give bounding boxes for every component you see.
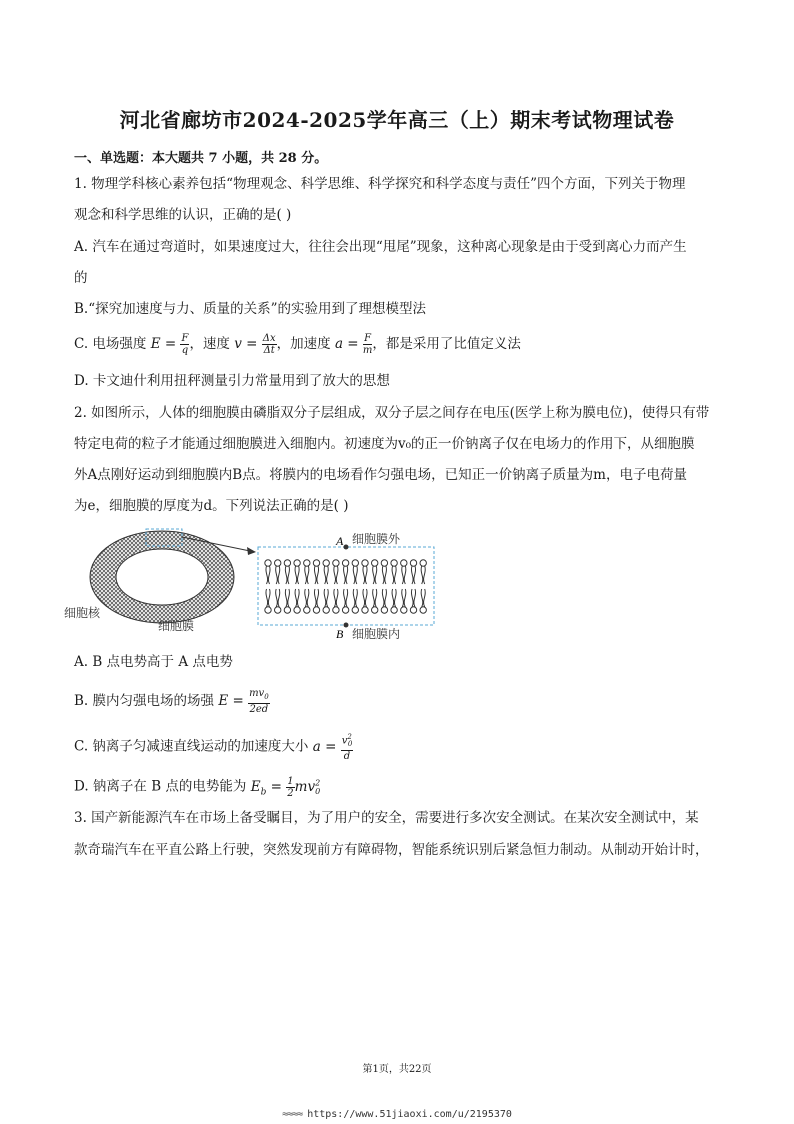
q1-formula-velocity: v = $\frac{\Delta x}{\Delta t}$ <box>234 333 276 356</box>
q2-option-c <box>74 732 353 762</box>
lipid-head <box>304 607 310 613</box>
lipid-tail <box>305 589 309 607</box>
q1-option-d: D. 卡文迪什利用扭秤测量引力常量用到了放大的思想 <box>74 373 390 389</box>
lipid-head <box>265 560 271 566</box>
lipid-tail <box>411 589 415 607</box>
q2-stem-line-4: 为e，细胞膜的厚度为d。下列说法正确的是( ) <box>74 498 349 514</box>
lipid-tail <box>353 566 357 584</box>
q1-option-c <box>74 333 521 356</box>
lipid-tail <box>363 566 367 584</box>
q1-option-c-mid-1: ，速度 <box>189 336 230 352</box>
lipid-head <box>304 560 310 566</box>
q2-option-d-prefix: D. 钠离子在 B 点的电势能为 <box>74 778 247 795</box>
lipid-head <box>342 560 348 566</box>
label-membrane: 细胞膜 <box>158 619 195 633</box>
q1-stem-line-2: 观念和科学思维的认识，正确的是( ) <box>74 207 292 223</box>
lipid-tail <box>392 589 396 607</box>
q2-option-b-prefix: B. 膜内匀强电场的场强 <box>74 693 215 709</box>
lipid-tail <box>314 566 318 584</box>
lipid-head <box>401 607 407 613</box>
label-b: B <box>336 627 344 641</box>
lipid-head <box>410 607 416 613</box>
lipid-head <box>401 560 407 566</box>
q3-stem-line-2: 款奇瑞汽车在平直公路上行驶，突然发现前方有障碍物，智能系统识别后紧急恒力制动。从制动开始计时， <box>74 842 709 858</box>
point-b-dot <box>344 623 349 628</box>
lipid-head <box>284 607 290 613</box>
lipid-head <box>294 560 300 566</box>
lipid-tail <box>373 589 377 607</box>
lipid-head <box>342 607 348 613</box>
q1-option-c-prefix: C. 电场强度 <box>74 336 147 352</box>
lipid-head <box>313 560 319 566</box>
q2-stem-line-2: 特定电荷的粒子才能通过细胞膜进入细胞内。初速度为v₀的正一价钠离子仅在电场力的作用下，从细胞膜 <box>74 436 695 452</box>
lipid-tail <box>266 589 270 607</box>
label-outside: 细胞膜外 <box>352 532 401 546</box>
lipid-tail <box>285 566 289 584</box>
lipid-tail <box>266 566 270 584</box>
lipid-head <box>323 607 329 613</box>
q2-option-c-prefix: C. 钠离子匀减速直线运动的加速度大小 <box>74 738 309 755</box>
label-a: A <box>336 534 344 548</box>
lipid-tail <box>334 566 338 584</box>
lipid-tail <box>411 566 415 584</box>
lipid-head <box>362 607 368 613</box>
q2-option-a: A. B 点电势高于 A 点电势 <box>74 654 233 670</box>
lipid-head <box>352 560 358 566</box>
lipid-head <box>275 607 281 613</box>
lipid-tail <box>285 589 289 607</box>
zoom-arrow-head <box>247 547 256 555</box>
lipid-head <box>410 560 416 566</box>
lipid-tail <box>324 566 328 584</box>
lipid-tail <box>402 566 406 584</box>
label-inside: 细胞膜内 <box>352 627 401 641</box>
lipid-tail <box>373 566 377 584</box>
lipid-tail <box>392 566 396 584</box>
q3-stem-line-1: 3. 国产新能源汽车在市场上备受瞩目，为了用户的安全，需要进行多次安全测试。在某次安全测试中，某 <box>74 810 699 826</box>
lipid-head <box>372 560 378 566</box>
lipid-tail <box>382 566 386 584</box>
lipid-tail <box>353 589 357 607</box>
lipid-head <box>313 607 319 613</box>
phospholipid-bilayer <box>265 560 427 613</box>
lipid-head <box>420 560 426 566</box>
lipid-head <box>391 607 397 613</box>
q1-option-a-line-2: 的 <box>74 270 88 286</box>
q1-option-a-line-1: A. 汽车在通过弯道时，如果速度过大，往往会出现“甩尾”现象，这种离心现象是由于受到离心力而产生 <box>74 239 687 255</box>
lipid-tail <box>363 589 367 607</box>
lipid-head <box>352 607 358 613</box>
q1-formula-acceleration: a = $\frac{F}{m}$ <box>334 333 373 356</box>
lipid-tail <box>343 589 347 607</box>
q1-option-c-suffix: ，都是采用了比值定义法 <box>372 336 521 352</box>
q1-formula-field-strength: E = $\frac{F}{q}$ <box>150 333 189 356</box>
lipid-head <box>275 560 281 566</box>
lipid-tail <box>314 589 318 607</box>
lipid-tail <box>324 589 328 607</box>
lipid-head <box>265 607 271 613</box>
section-heading: 一、单选题：本大题共 7 小题，共 28 分。 <box>74 151 328 166</box>
lipid-tail <box>295 589 299 607</box>
lipid-head <box>381 560 387 566</box>
lipid-tail <box>402 589 406 607</box>
lipid-tail <box>305 566 309 584</box>
point-a-dot <box>344 545 349 550</box>
lipid-head <box>362 560 368 566</box>
lipid-head <box>372 607 378 613</box>
q1-option-b: B.“探究加速度与力、质量的关系”的实验用到了理想模型法 <box>74 301 427 317</box>
lipid-tail <box>343 566 347 584</box>
lipid-head <box>333 560 339 566</box>
watermark-url: ≈≈≈≈ https://www.51jiaoxi.com/u/2195370 <box>282 1109 512 1120</box>
lipid-tail <box>382 589 386 607</box>
lipid-head <box>284 560 290 566</box>
q2-stem-line-3: 外A点刚好运动到细胞膜内B点。将膜内的电场看作匀强电场，已知正一价钠离子质量为m，电子电荷量 <box>74 467 687 483</box>
lipid-head <box>391 560 397 566</box>
q1-stem-line-1: 1. 物理学科核心素养包括“物理观念、科学思维、科学探究和科学态度与责任”四个方面，下列关于物理 <box>74 176 686 192</box>
q2-formula-acceleration: a = $\frac{v^2_0}{d}$ <box>312 733 353 763</box>
lipid-tail <box>421 566 425 584</box>
lipid-head <box>420 607 426 613</box>
q2-option-b <box>74 688 270 715</box>
page-footer: 第1页，共22页 <box>362 1064 432 1075</box>
nucleus-circle <box>116 549 208 605</box>
q2-stem-line-1: 2. 如图所示，人体的细胞膜由磷脂双分子层组成，双分子层之间存在电压(医学上称为膜电位)，使得只有带 <box>74 405 710 421</box>
lipid-tail <box>334 589 338 607</box>
cell-membrane-figure <box>60 527 440 645</box>
lipid-head <box>333 607 339 613</box>
label-nucleus: 细胞核 <box>64 606 101 620</box>
q1-option-c-mid-2: ，加速度 <box>276 336 331 352</box>
page-title: 河北省廊坊市2024-2025学年高三（上）期末考试物理试卷 <box>119 108 675 132</box>
lipid-head <box>381 607 387 613</box>
lipid-tail <box>421 589 425 607</box>
lipid-head <box>323 560 329 566</box>
q2-formula-field: E = $\frac{mv_0}{2ed}$ <box>218 688 269 715</box>
q2-option-d <box>74 773 320 802</box>
lipid-tail <box>276 566 280 584</box>
lipid-tail <box>295 566 299 584</box>
q2-formula-energy: $E_b$ = $\frac{1}{2}$ $mv^2_0$ <box>250 775 321 799</box>
lipid-head <box>294 607 300 613</box>
watermark-mark: ≈≈≈≈ <box>282 1109 308 1120</box>
lipid-tail <box>276 589 280 607</box>
